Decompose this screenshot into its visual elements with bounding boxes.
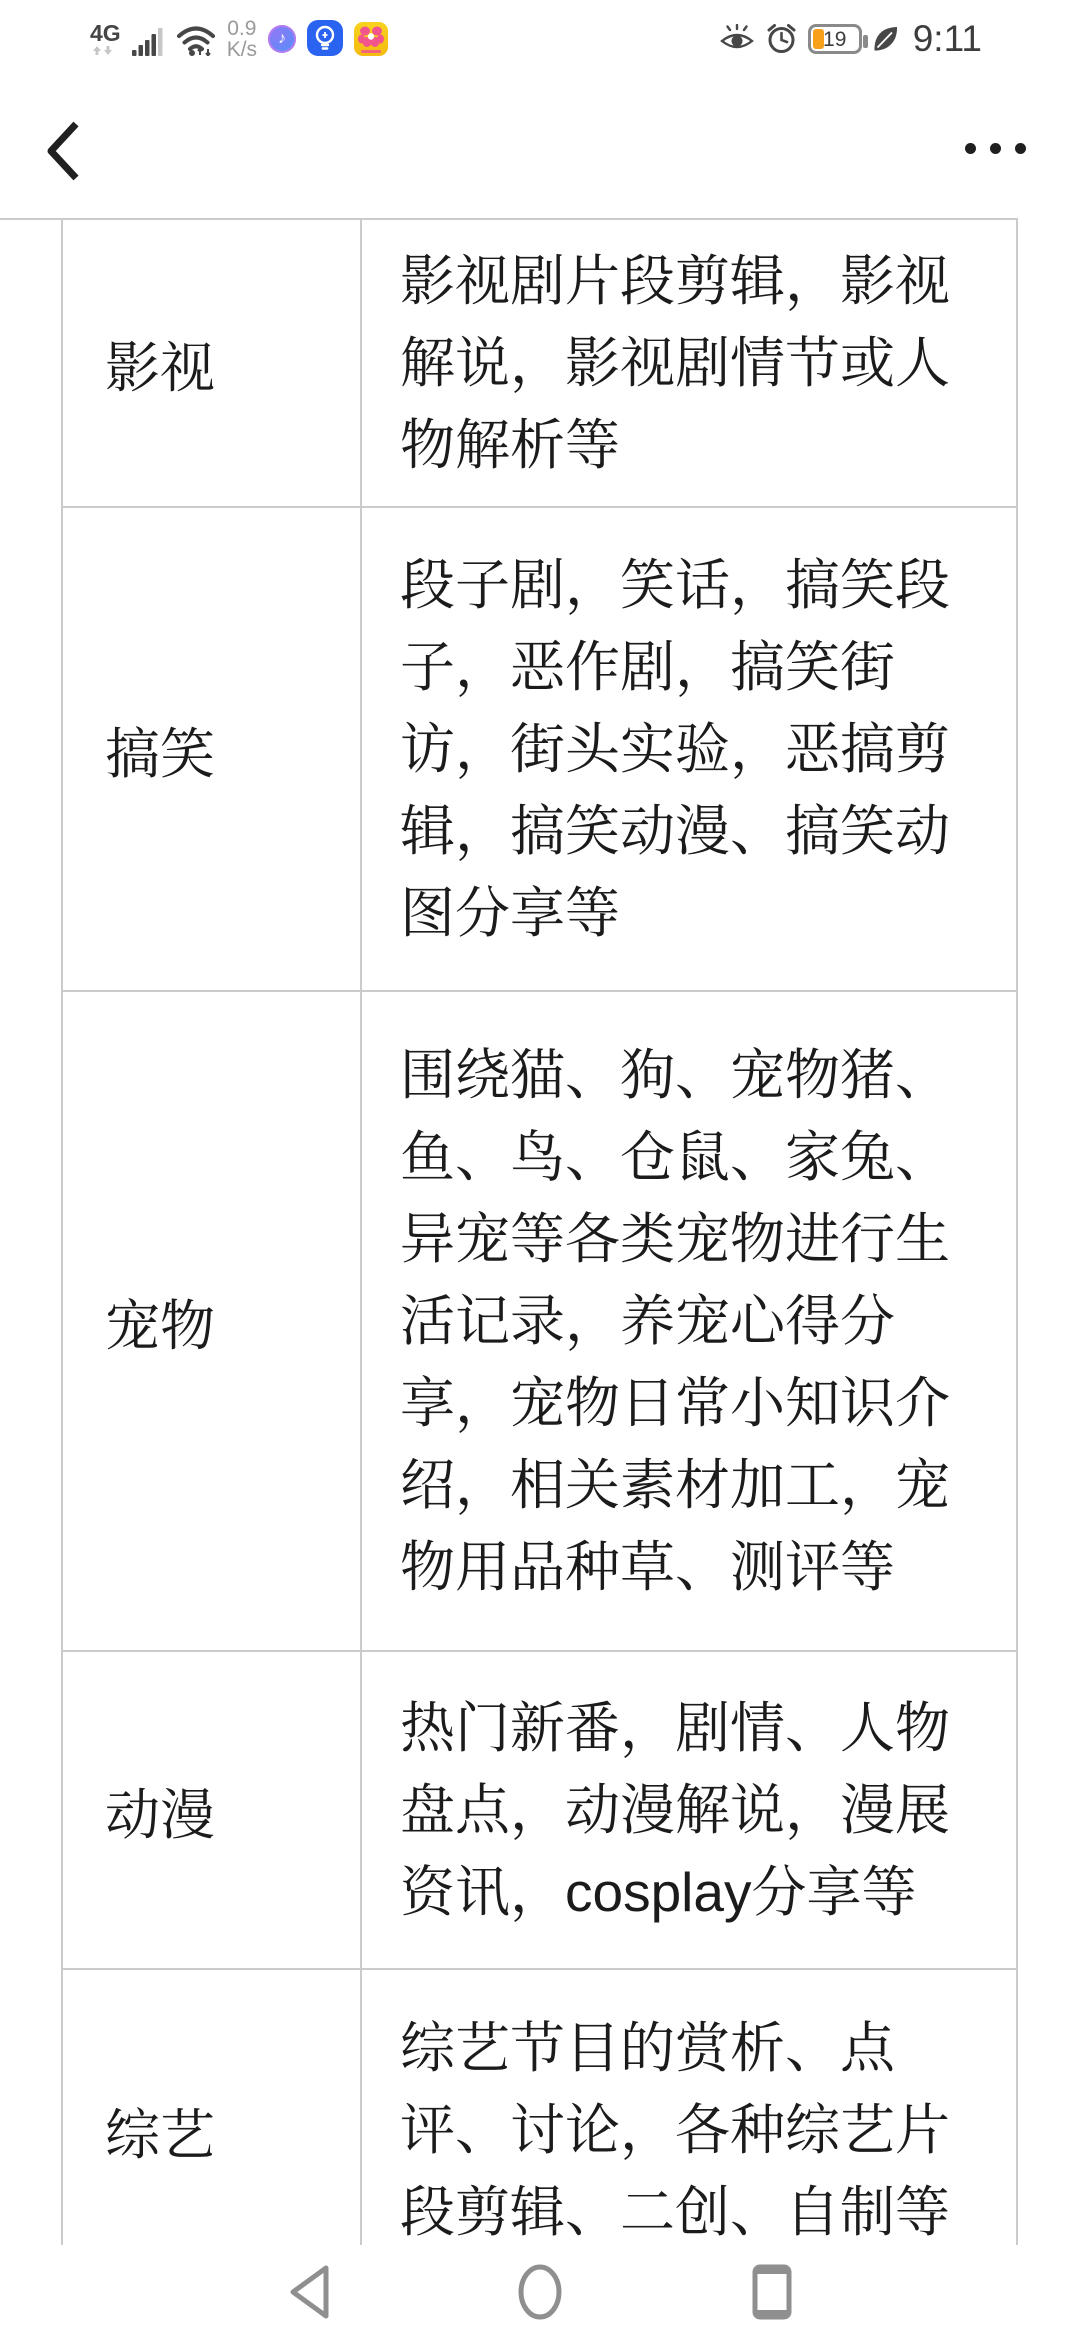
nav-back-button[interactable]: [284, 2262, 332, 2327]
description-cell: [362, 220, 1018, 508]
table-row: [0, 1652, 1018, 1970]
clipped-left-cell: [0, 992, 61, 1652]
category-cell: 动漫: [61, 1652, 362, 1970]
music-app-icon: [268, 25, 296, 53]
category-cell: 搞笑: [61, 508, 362, 992]
category-cell: 综艺: [61, 1970, 362, 2292]
status-bar-left: [90, 0, 388, 61]
clock-time: 9:11: [912, 17, 982, 59]
android-navigation-bar: [0, 2245, 1080, 2340]
status-bar: [0, 0, 1080, 63]
eye-comfort-icon: [719, 24, 755, 54]
clipped-left-cell: [0, 508, 61, 992]
network-type-label: 4G: [90, 20, 121, 46]
alarm-icon: [765, 22, 798, 55]
chevron-left-icon: [46, 120, 80, 182]
category-table: [0, 218, 1018, 2292]
flower-app-icon: [354, 22, 388, 56]
network-type-indicator: [90, 22, 121, 56]
table-row: [0, 220, 1018, 508]
music-note-glyph: ♪: [278, 30, 287, 47]
category-cell: 宠物: [61, 992, 362, 1652]
network-speed-indicator: [227, 18, 257, 60]
app-bar: [0, 63, 1080, 218]
dot-icon: [990, 143, 1001, 154]
power-saving-leaf-icon: [872, 25, 899, 53]
speed-value: 0.9: [227, 17, 257, 40]
description-cell: [362, 1970, 1018, 2292]
wifi-icon: [176, 24, 216, 56]
description-cell: [362, 992, 1018, 1652]
table-row: [0, 992, 1018, 1652]
description-text: 段子剧，笑话，搞笑段子，恶作剧，搞笑街访，街头实验，恶搞剪辑，搞笑动漫、搞笑动图分享等: [400, 554, 951, 944]
nav-home-circle-icon: [517, 2262, 563, 2322]
nav-home-button[interactable]: [517, 2262, 563, 2327]
bulb-glyph-icon: [312, 24, 338, 52]
description-cell: [362, 508, 1018, 992]
flower-app-caption: [361, 50, 381, 53]
nav-recents-button[interactable]: [751, 2262, 793, 2327]
battery-nub: [863, 35, 868, 48]
signal-bars-icon: [132, 26, 165, 56]
description-text: 影视剧片段剪辑，影视解说，影视剧情节或人物解析等: [400, 250, 951, 476]
category-cell: 影视: [61, 220, 362, 508]
table-row: [0, 508, 1018, 992]
description-cell: [362, 1652, 1018, 1970]
nav-recents-square-icon: [751, 2262, 793, 2322]
more-options-button[interactable]: [965, 143, 1026, 154]
clipped-left-cell: [0, 1970, 61, 2292]
battery-percent: 19: [823, 27, 847, 51]
description-text: 热门新番，剧情、人物盘点，动漫解说，漫展资讯，cosplay分享等: [400, 1697, 951, 1923]
table-row: [0, 1970, 1018, 2292]
speed-unit: K/s: [226, 38, 258, 61]
flower-glyph-icon: [358, 25, 384, 49]
back-button[interactable]: [46, 120, 80, 182]
description-text: 围绕猫、狗、宠物猪、鱼、鸟、仓鼠、家兔、异宠等各类宠物进行生活记录，养宠心得分享，宠物日常小知识介绍，相关素材加工，宠物用品种草、测评等: [400, 1044, 951, 1598]
clipped-left-cell: [0, 220, 61, 508]
nav-back-triangle-icon: [284, 2262, 332, 2322]
description-text: 综艺节目的赏析、点评、讨论，各种综艺片段剪辑、二创、自制等: [400, 2017, 951, 2243]
data-arrows-icon: [92, 45, 118, 56]
status-bar-right: [719, 0, 982, 63]
clipped-left-cell: [0, 1652, 61, 1970]
bulb-app-icon: [307, 20, 343, 56]
dot-icon: [1015, 143, 1026, 154]
battery-icon: [808, 24, 862, 54]
dot-icon: [965, 143, 976, 154]
